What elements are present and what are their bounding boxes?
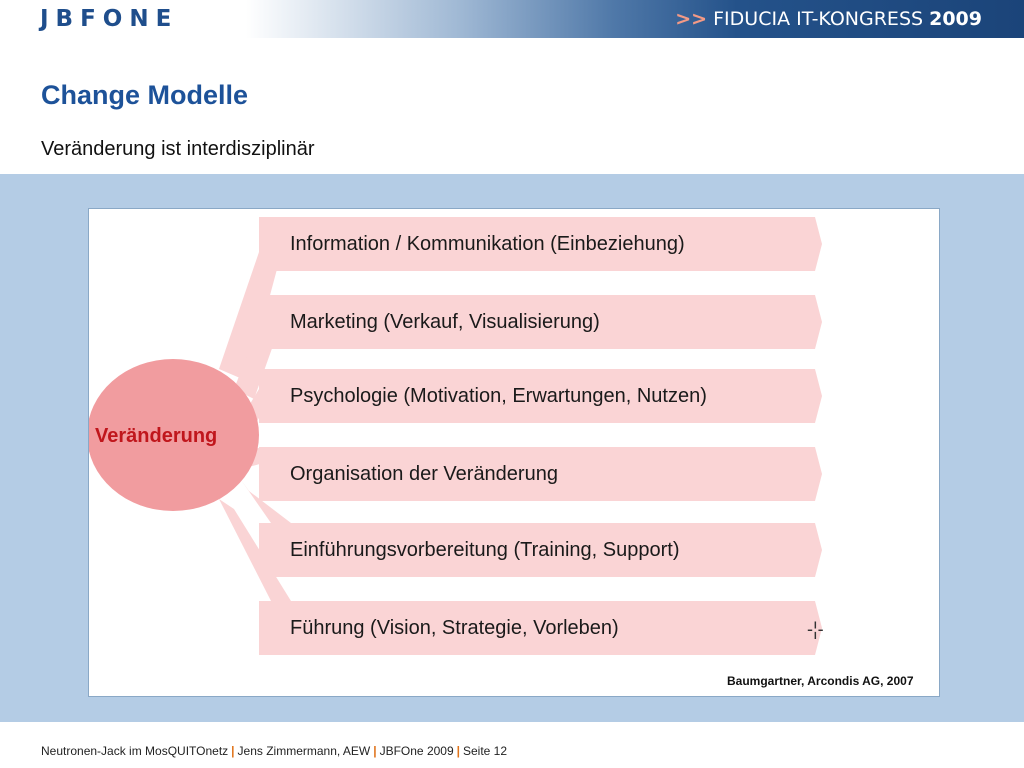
event-arrows: >> bbox=[675, 8, 708, 30]
source-credit: Baumgartner, Arcondis AG, 2007 bbox=[727, 674, 914, 688]
diagram-panel bbox=[88, 208, 940, 697]
item-label-6: Führung (Vision, Strategie, Vorleben) bbox=[290, 617, 619, 639]
event-banner bbox=[675, 8, 982, 30]
footer-separator: | bbox=[231, 744, 235, 758]
item-label-3: Psychologie (Motivation, Erwartungen, Nutzen) bbox=[290, 385, 707, 407]
item-label-2: Marketing (Verkauf, Visualisierung) bbox=[290, 311, 600, 333]
event-year: 2009 bbox=[929, 8, 982, 30]
item-label-1: Information / Kommunikation (Einbeziehung) bbox=[290, 233, 685, 255]
slide-subtitle: Veränderung ist interdisziplinär bbox=[41, 138, 315, 160]
item-label-4: Organisation der Veränderung bbox=[290, 463, 558, 485]
jbfone-logo: JBFONE bbox=[40, 6, 179, 32]
footer-speaker: Jens Zimmermann, AEW bbox=[237, 744, 371, 758]
item-label-5: Einführungsvorbereitung (Training, Support) bbox=[290, 539, 680, 561]
move-cursor-icon: -¦- bbox=[807, 619, 824, 639]
footer-talk-title: Neutronen-Jack im MosQUITOnetz bbox=[41, 744, 229, 758]
center-label: Veränderung bbox=[95, 425, 218, 447]
header-bar bbox=[0, 0, 1024, 38]
footer-event: JBFOne 2009 bbox=[379, 744, 454, 758]
footer-page-number: Seite 12 bbox=[463, 744, 508, 758]
slide-title: Change Modelle bbox=[41, 80, 249, 110]
footer-separator: | bbox=[373, 744, 377, 758]
footer bbox=[41, 744, 507, 758]
event-name: FIDUCIA IT-KONGRESS bbox=[713, 8, 924, 30]
footer-separator: | bbox=[456, 744, 460, 758]
